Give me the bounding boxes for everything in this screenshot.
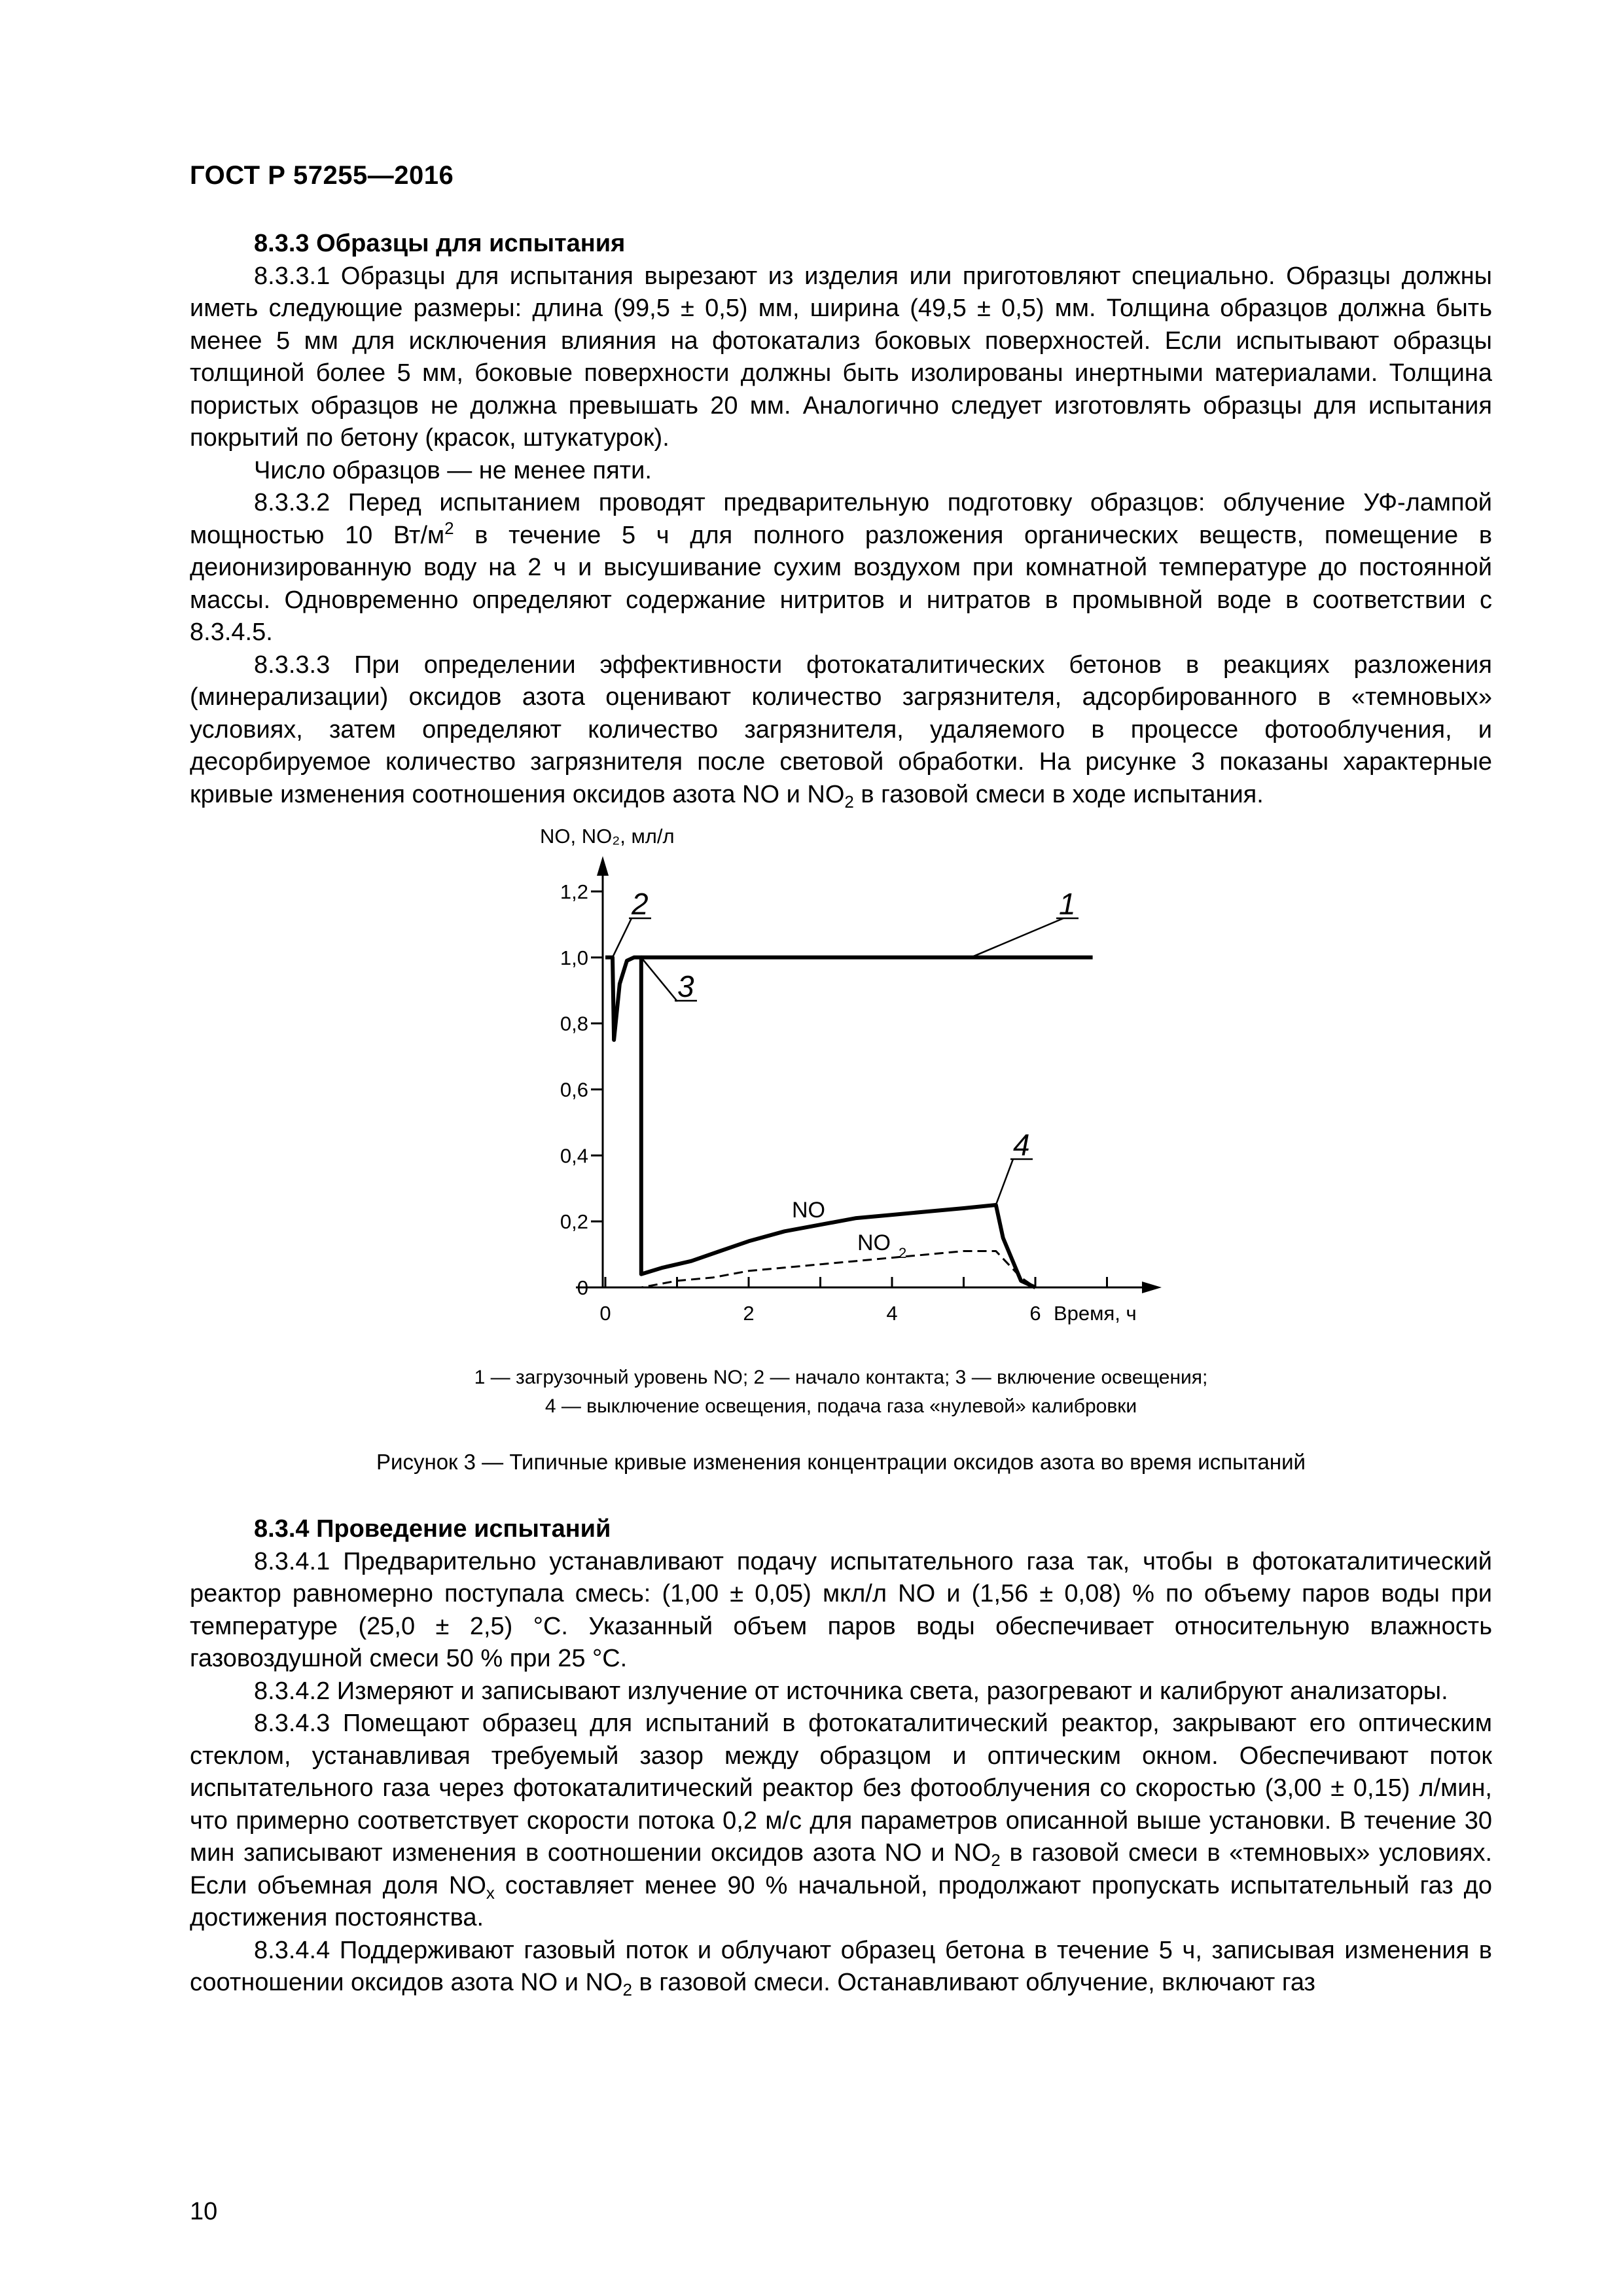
paragraph-8-3-4-1: 8.3.4.1 Предварительно устанавливают подачу испытательного газа так, чтобы в фотокаталитический реактор равномерно поступала смесь: (1,00 ± 0,05) мкл/л NO и (1,56 ± 0,08) % по объему паров воды при температуре (25,0 ± 2,5) °С. Указанный объем паров воды обеспечивает относительную влажность газовоздушной смеси 50 % при 25 °С. bbox=[190, 1547, 1492, 1672]
y-tick-label: 0,6 bbox=[560, 1078, 588, 1102]
section-8-3-4 bbox=[190, 1513, 1492, 2000]
paragraph-sample-count: Число образцов — не менее пяти. bbox=[254, 456, 652, 484]
text-run: 8.3.3.2 Перед испытанием проводят предварительную подготовку образцов: облучение УФ-лампой мощностью 10 Вт/м bbox=[190, 489, 1492, 549]
series-label-NO2-sub: 2 bbox=[899, 1245, 907, 1261]
concentration-chart bbox=[0, 812, 1623, 1355]
text-run: в газовой смеси. Останавливают облучение, включают газ bbox=[632, 1969, 1315, 1996]
callout-4-leader bbox=[996, 1159, 1013, 1205]
document-id-header: ГОСТ Р 57255—2016 bbox=[190, 161, 454, 190]
paragraph-8-3-4-4 bbox=[190, 1935, 1492, 2000]
subscript: 2 bbox=[844, 791, 854, 812]
y-tick-label: 0,2 bbox=[560, 1210, 588, 1234]
text-run: 8.3.4.4 Поддерживают газовый поток и облучают образец бетона в течение 5 ч, записывая изменения в соотношении оксидов азота NO и NO bbox=[190, 1936, 1492, 1996]
y-axis-arrow bbox=[597, 856, 609, 876]
paragraph-8-3-3-3 bbox=[190, 649, 1492, 812]
callout-3-leader bbox=[641, 958, 677, 1001]
text-run: составляет менее 90 % начальной, продолжают пропускать испытательный газ до достижения постоянства. bbox=[190, 1871, 1492, 1931]
paragraph-8-3-3-1: 8.3.3.1 Образцы для испытания вырезают из изделия или приготовляют специально. Образцы должны иметь следующие размеры: длина (99,5 ± 0,5) мм, ширина (49,5 ± 0,5) мм. Толщина образцов должна быть менее 5 мм для исключения влияния на фотокатализ боковых поверхностей. Если испытывают образцы толщиной более 5 мм, боковые поверхности должны быть изолированы инертными материалами. Толщина пористых образцов не должна превышать 20 мм. Аналогично следует изготовлять образцы для испытания покрытий по бетону (красок, штукатурок). bbox=[190, 262, 1492, 452]
y-tick-label: 1,2 bbox=[560, 880, 588, 903]
series-line-NO bbox=[605, 958, 1035, 1287]
page-number: 10 bbox=[190, 2198, 218, 2225]
callout-4: 4 bbox=[1013, 1128, 1030, 1162]
callout-3: 3 bbox=[677, 969, 694, 1003]
subscript: 2 bbox=[991, 1850, 1001, 1870]
callout-1: 1 bbox=[1059, 887, 1076, 921]
paragraph-8-3-4-2: 8.3.4.2 Измеряют и записывают излучение от источника света, разогревают и калибруют анализаторы. bbox=[254, 1677, 1448, 1705]
x-tick-label: 2 bbox=[743, 1302, 755, 1325]
y-axis-label: NO, NO₂, мл/л bbox=[540, 825, 675, 848]
text-run: 8.3.3.3 При определении эффективности фотокаталитических бетонов в реакциях разложения (минерализации) оксидов азота оценивают количество загрязнителя, адсорбированного в «темновых» условиях, затем определяют количество загрязнителя, удаляемого в процессе фотооблучения, и десорбируемое количество загрязнителя после световой обработки. На рисунке 3 показаны характерные кривые изменения соотношения оксидов азота NO и NO bbox=[190, 651, 1492, 808]
subscript: 2 bbox=[622, 1980, 632, 2000]
callout-2-leader bbox=[613, 918, 632, 958]
y-tick-label: 0 bbox=[577, 1276, 588, 1299]
paragraph-8-3-3-2 bbox=[190, 487, 1492, 649]
figure-legend-line-1: 1 — загрузочный уровень NO; 2 — начало контакта; 3 — включение освещения; bbox=[474, 1367, 1208, 1388]
section-8-3-3 bbox=[190, 228, 1492, 811]
y-tick-label: 0,8 bbox=[560, 1012, 588, 1035]
text-run: в газовой смеси в «темновых» условиях. Если объемная доля NO bbox=[190, 1839, 1493, 1899]
callout-2: 2 bbox=[632, 887, 649, 921]
series-label-NO2: NO bbox=[857, 1230, 891, 1255]
text-run: 8.3.4.3 Помещают образец для испытаний в фотокаталитический реактор, закрывают его оптическим стеклом, устанавливая требуемый зазор между образцом и оптическим окном. Обеспечивают поток испытательного газа через фотокаталитический реактор без фотооблучения со скоростью (3,00 ± 0,15) л/мин, что примерно соответствует скорости потока 0,2 м/с для параметров описанной выше установки. В течение 30 мин записывают изменения в соотношении оксидов азота NO и NO bbox=[190, 1710, 1492, 1867]
series-label-NO: NO bbox=[792, 1198, 825, 1223]
y-tick-label: 0,4 bbox=[560, 1144, 588, 1168]
paragraph-8-3-4-3 bbox=[190, 1708, 1492, 1935]
x-tick-label: 0 bbox=[599, 1302, 611, 1325]
text-run: в течение 5 ч для полного разложения органических веществ, помещение в деионизированную воду на 2 ч и высушивание сухим воздухом при комнатной температуре до постоянной массы. Одновременно определяют содержание нитритов и нитратов в промывной воде в соответствии с 8.3.4.5. bbox=[190, 521, 1493, 646]
section-heading: 8.3.4 Проведение испытаний bbox=[254, 1515, 611, 1543]
figure-caption: Рисунок 3 — Типичные кривые изменения концентрации оксидов азота во время испытаний bbox=[376, 1450, 1306, 1474]
text-run: в газовой смеси в ходе испытания. bbox=[853, 780, 1264, 808]
x-tick-label: 4 bbox=[886, 1302, 898, 1325]
x-tick-label: 6 bbox=[1029, 1302, 1041, 1325]
x-axis-arrow bbox=[1142, 1282, 1162, 1293]
subscript: x bbox=[486, 1882, 495, 1903]
x-axis-label: Время, ч bbox=[1054, 1302, 1137, 1325]
callout-1-leader bbox=[971, 918, 1063, 958]
figure-legend-line-2: 4 — выключение освещения, подача газа «нулевой» калибровки bbox=[544, 1395, 1137, 1417]
superscript: 2 bbox=[444, 518, 454, 538]
section-heading: 8.3.3 Образцы для испытания bbox=[254, 230, 626, 257]
y-tick-label: 1,0 bbox=[560, 946, 588, 969]
